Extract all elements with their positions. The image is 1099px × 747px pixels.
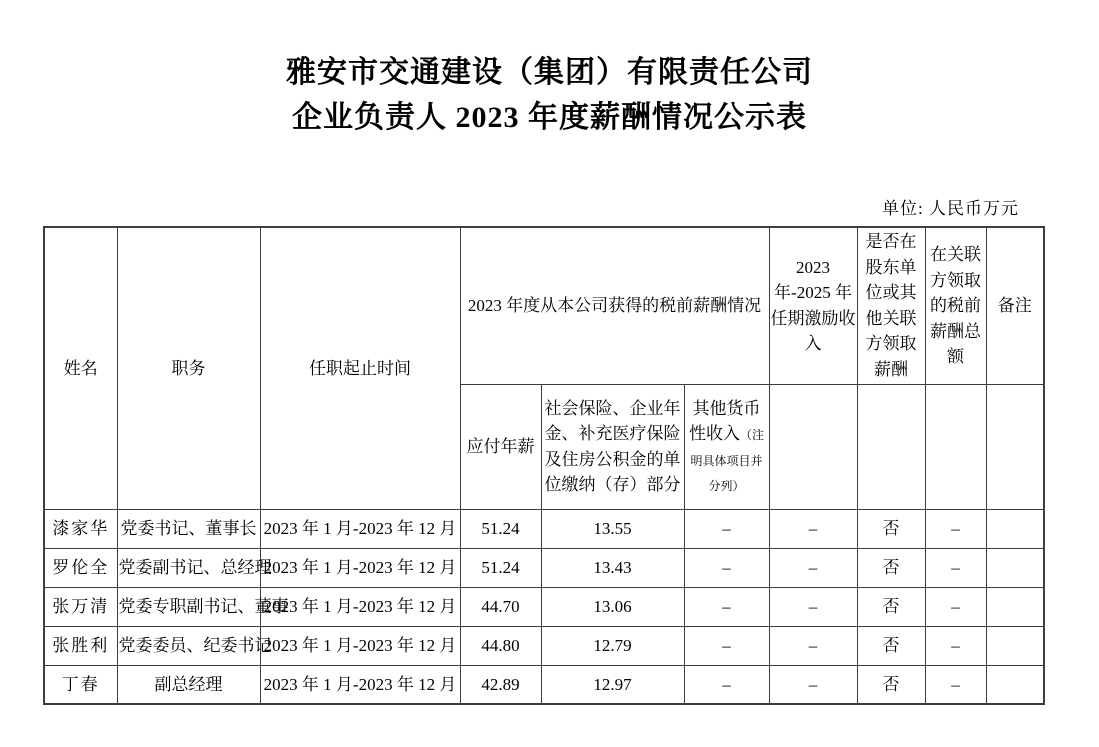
empty-cell (925, 384, 986, 509)
cell-other-income: – (684, 626, 769, 665)
salary-table (43, 226, 1045, 705)
cell-related-party-total: – (925, 548, 986, 587)
empty-cell (986, 384, 1044, 509)
cell-related-party-flag: 否 (857, 587, 925, 626)
cell-other-income: – (684, 509, 769, 548)
table-body (44, 509, 1044, 704)
header-related-party-total: 在关联方领取的税前薪酬总额 (925, 227, 986, 384)
table-row (44, 626, 1044, 665)
cell-term-incentive: – (769, 587, 857, 626)
cell-social-insurance: 13.06 (541, 587, 684, 626)
cell-other-income: – (684, 548, 769, 587)
header-term-incentive: 2023 年-2025 年任期激励收入 (769, 227, 857, 384)
page-title-line2: 企业负责人 2023 年度薪酬情况公示表 (292, 101, 807, 134)
cell-position: 党委委员、纪委书记 (117, 626, 260, 665)
cell-other-income: – (684, 665, 769, 704)
cell-term: 2023 年 1 月-2023 年 12 月 (260, 509, 460, 548)
cell-other-income: – (684, 587, 769, 626)
table-header (44, 227, 1044, 509)
header-pretax-group: 2023 年度从本公司获得的税前薪酬情况 (460, 227, 769, 384)
cell-social-insurance: 12.79 (541, 626, 684, 665)
header-other-income-main: 其他货币性收入 (688, 398, 761, 443)
header-remarks: 备注 (986, 227, 1044, 384)
header-social-insurance: 社会保险、企业年金、补充医疗保险及住房公积金的单位缴纳（存）部分 (541, 384, 684, 509)
cell-term-incentive: – (769, 665, 857, 704)
header-other-income (684, 384, 769, 509)
cell-term-incentive: – (769, 548, 857, 587)
header-term: 任职起止时间 (260, 227, 460, 509)
cell-remarks (986, 587, 1044, 626)
cell-social-insurance: 13.43 (541, 548, 684, 587)
cell-position: 副总经理 (117, 665, 260, 704)
cell-name: 张万清 (44, 587, 117, 626)
table-row (44, 548, 1044, 587)
cell-related-party-flag: 否 (857, 548, 925, 587)
header-position: 职务 (117, 227, 260, 509)
cell-name: 漆家华 (44, 509, 117, 548)
cell-social-insurance: 12.97 (541, 665, 684, 704)
cell-annual-salary: 44.70 (460, 587, 541, 626)
cell-remarks (986, 509, 1044, 548)
table-row (44, 509, 1044, 548)
cell-social-insurance: 13.55 (541, 509, 684, 548)
empty-cell (857, 384, 925, 509)
cell-name: 丁春 (44, 665, 117, 704)
cell-name: 罗伦全 (44, 548, 117, 587)
cell-related-party-flag: 否 (857, 509, 925, 548)
cell-term: 2023 年 1 月-2023 年 12 月 (260, 587, 460, 626)
cell-remarks (986, 626, 1044, 665)
table-row (44, 587, 1044, 626)
header-other-income-note: （注明具体项目并分列） (690, 428, 764, 493)
unit-label: 单位: 人民币万元 (882, 199, 1019, 218)
cell-annual-salary: 44.80 (460, 626, 541, 665)
cell-annual-salary: 42.89 (460, 665, 541, 704)
cell-annual-salary: 51.24 (460, 548, 541, 587)
cell-related-party-total: – (925, 665, 986, 704)
cell-term: 2023 年 1 月-2023 年 12 月 (260, 665, 460, 704)
header-related-party-flag: 是否在股东单位或其他关联方领取薪酬 (857, 227, 925, 384)
cell-position: 党委书记、董事长 (117, 509, 260, 548)
page-title-line1: 雅安市交通建设（集团）有限责任公司 (286, 56, 813, 89)
cell-related-party-total: – (925, 626, 986, 665)
cell-position: 党委副书记、总经理 (117, 548, 260, 587)
table-row (44, 665, 1044, 704)
cell-related-party-flag: 否 (857, 626, 925, 665)
cell-name: 张胜利 (44, 626, 117, 665)
empty-cell (769, 384, 857, 509)
cell-term: 2023 年 1 月-2023 年 12 月 (260, 548, 460, 587)
cell-term-incentive: – (769, 509, 857, 548)
header-row-1 (44, 227, 1044, 384)
cell-annual-salary: 51.24 (460, 509, 541, 548)
cell-term-incentive: – (769, 626, 857, 665)
cell-related-party-flag: 否 (857, 665, 925, 704)
header-name: 姓名 (44, 227, 117, 509)
cell-term: 2023 年 1 月-2023 年 12 月 (260, 626, 460, 665)
cell-remarks (986, 665, 1044, 704)
header-annual-salary: 应付年薪 (460, 384, 541, 509)
cell-remarks (986, 548, 1044, 587)
cell-related-party-total: – (925, 509, 986, 548)
page-title (0, 50, 1099, 140)
cell-position: 党委专职副书记、董事 (117, 587, 260, 626)
cell-related-party-total: – (925, 587, 986, 626)
